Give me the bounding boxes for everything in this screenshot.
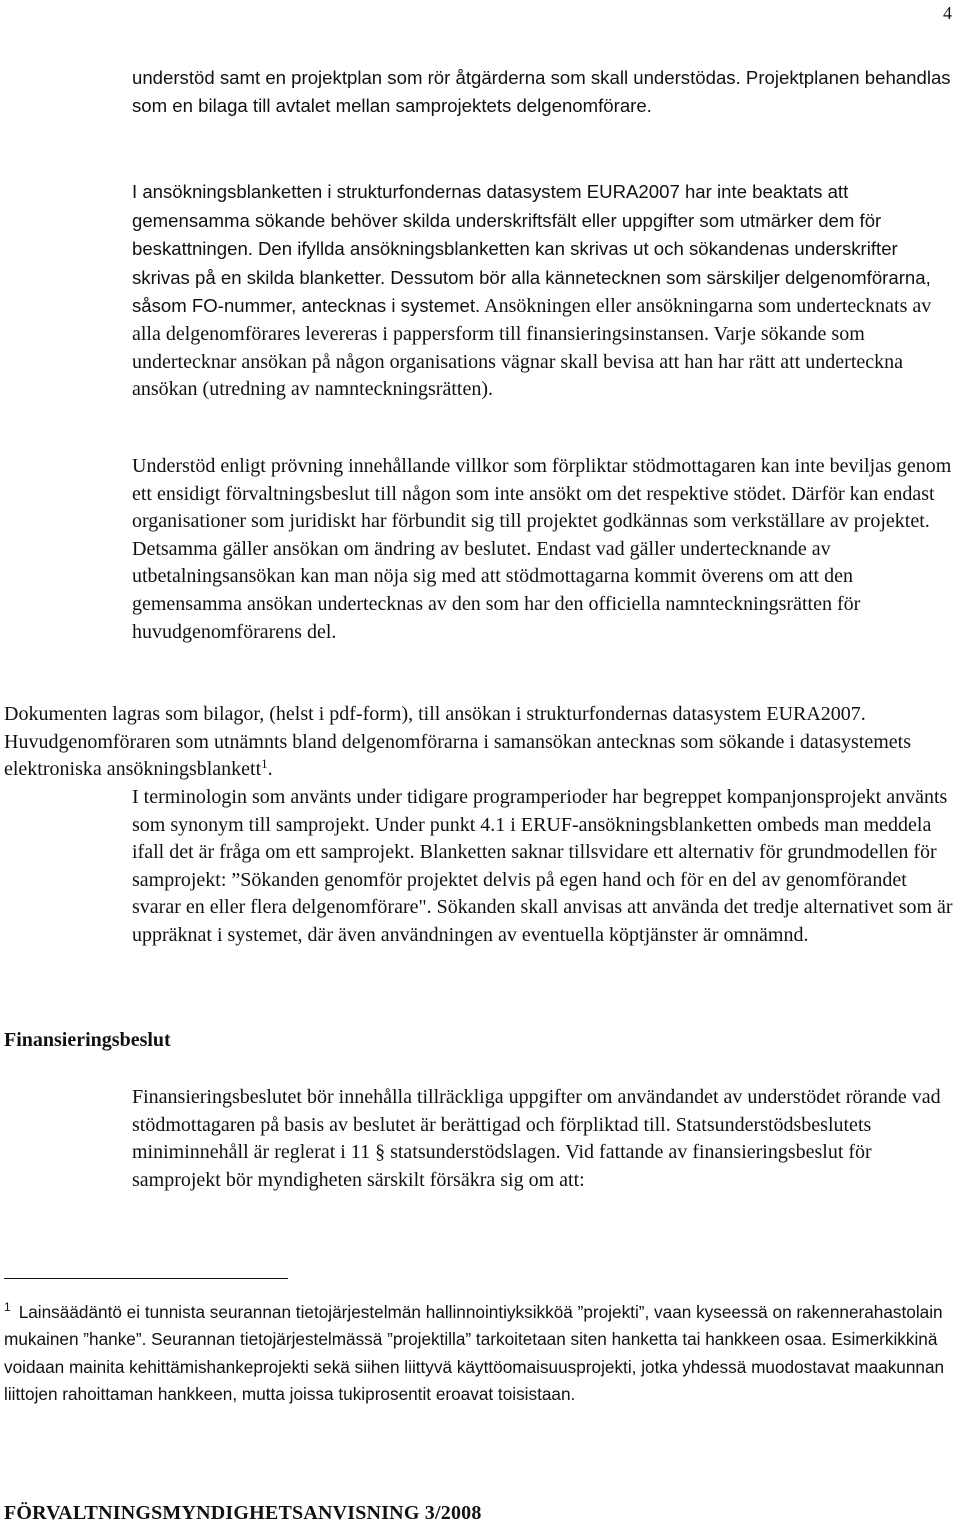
paragraph-ansokningsblanketten — [132, 178, 954, 404]
document-footer: FÖRVALTNINGSMYNDIGHETSANVISNING 3/2008 — [4, 1502, 482, 1524]
footnote-divider — [4, 1278, 288, 1279]
paragraph-end: . — [267, 758, 273, 781]
page-number: 4 — [943, 3, 952, 23]
footnote-text: Lainsäädäntö ei tunnista seurannan tietojärjestelmän hallinnointiyksikköä ”projekti”, vaan kyseessä on rakennerahastolain mukainen ”hanke”. Seurannan tietojärjestelmässä ”projektilla” tarkoitetaan siten hanketta tai hankkeen osaa. Esimerkikkinä voidaan mainita kehittämishankeprojekti sekä siihen liittyvä käyttöomaisuusprojekti, jotka yhdessä muodostavat maakunnan liittojen rahoittaman hankkeen, mutta joissa tukiprosentit eroavat toisistaan. — [4, 1302, 945, 1405]
paragraph-segment: I ansökningsblanketten i strukturfondernas datasystem EURA2007 har inte beaktats att gemensamma sökande behöver skilda underskriftsfält eller uppgifter som utmärker dem för beskattningen. — [132, 181, 882, 260]
paragraph-segment: Varje sökande som undertecknar ansökan på någon organisations vägnar skall bevisa att han har rätt att underteckna ansökan (utredning av namnteckningsrätten). — [132, 322, 904, 401]
paragraph-segment: Den ifyllda ansökningsblanketten kan skrivas ut och sökandenas underskrifter skrivas på en skilda blanketter. — [132, 238, 898, 288]
section-heading-finansieringsbeslut: Finansieringsbeslut — [4, 1029, 171, 1051]
paragraph-segment: Ansökningen eller ansökningarna som undertecknats av alla delgenomförares levereras i pappersform till finansieringsinstansen. — [132, 295, 932, 345]
paragraph-understod: Understöd enligt prövning innehållande villkor som förpliktar stödmottagaren kan inte beviljas genom ett ensidigt förvaltningsbeslut till någon som inte ansökt om det respektive stödet. Därför kan endast organisationer som juridiskt har förbundit sig till projektet godkännas som verkställare av projektet. Detsamma gäller ansökan om ändring av beslutet. Endast vad gäller undertecknande av utbetalningsansökan kan man nöja sig med att stödmottagarna kommit överens om att den gemensamma ansökan undertecknas av den som har den officiella namnteckningsrätten för huvudgenomförarens del. — [132, 455, 952, 643]
footnote-number: 1 — [4, 1300, 11, 1314]
paragraph-text: Dokumenten lagras som bilagor, (helst i pdf-form), till ansökan i strukturfondernas datasystem EURA2007. Huvudgenomföraren som utnämnts bland delgenomförarna i samansökan antecknas som sökande i datasystemets elektroniska ansökningsblankett — [4, 703, 911, 781]
paragraph-dokumenten — [4, 701, 954, 784]
paragraph-projektplan: understöd samt en projektplan som rör åtgärderna som skall understödas. Projektplanen behandlas som en bilaga till avtalet mellan samprojektets delgenomförare. — [132, 67, 951, 116]
paragraph-segment: Dessutom bör alla kännetecknen som särskiljer delgenomförarna, såsom FO-nummer, antecknas i systemet. — [132, 266, 931, 317]
footnote — [4, 1294, 954, 1409]
paragraph-finansieringsbeslutet: Finansieringsbeslutet bör innehålla tillräckliga uppgifter om användandet av understödet rörande vad stödmottagaren på basis av beslutet är berättigad och förpliktad till. Statsunderstödsbeslutets miniminnehåll är reglerat i 11 § statsunderstödslagen. Vid fattande av finansieringsbeslut för samprojekt bör myndigheten särskilt försäkra sig om att: — [132, 1086, 941, 1191]
footnote-reference[interactable]: 1 — [261, 756, 268, 772]
paragraph-terminologin: I terminologin som använts under tidigare programperioder har begreppet kompanjonsprojekt använts som synonym till samprojekt. Under punkt 4.1 i ERUF-ansökningsblanketten ombeds man meddela ifall det är fråga om ett samprojekt. Blanketten saknar tillsvidare ett alternativ för grundmodellen för samprojekt: ”Sökanden genomför projektet delvis på egen hand och för en del av genomförandet svarar en eller flera delgenomförare". Sökanden skall anvisas att använda det tredje alternativet som är uppräknat i systemet, där även användningen av eventuella köptjänster är omnämnd. — [132, 786, 953, 946]
